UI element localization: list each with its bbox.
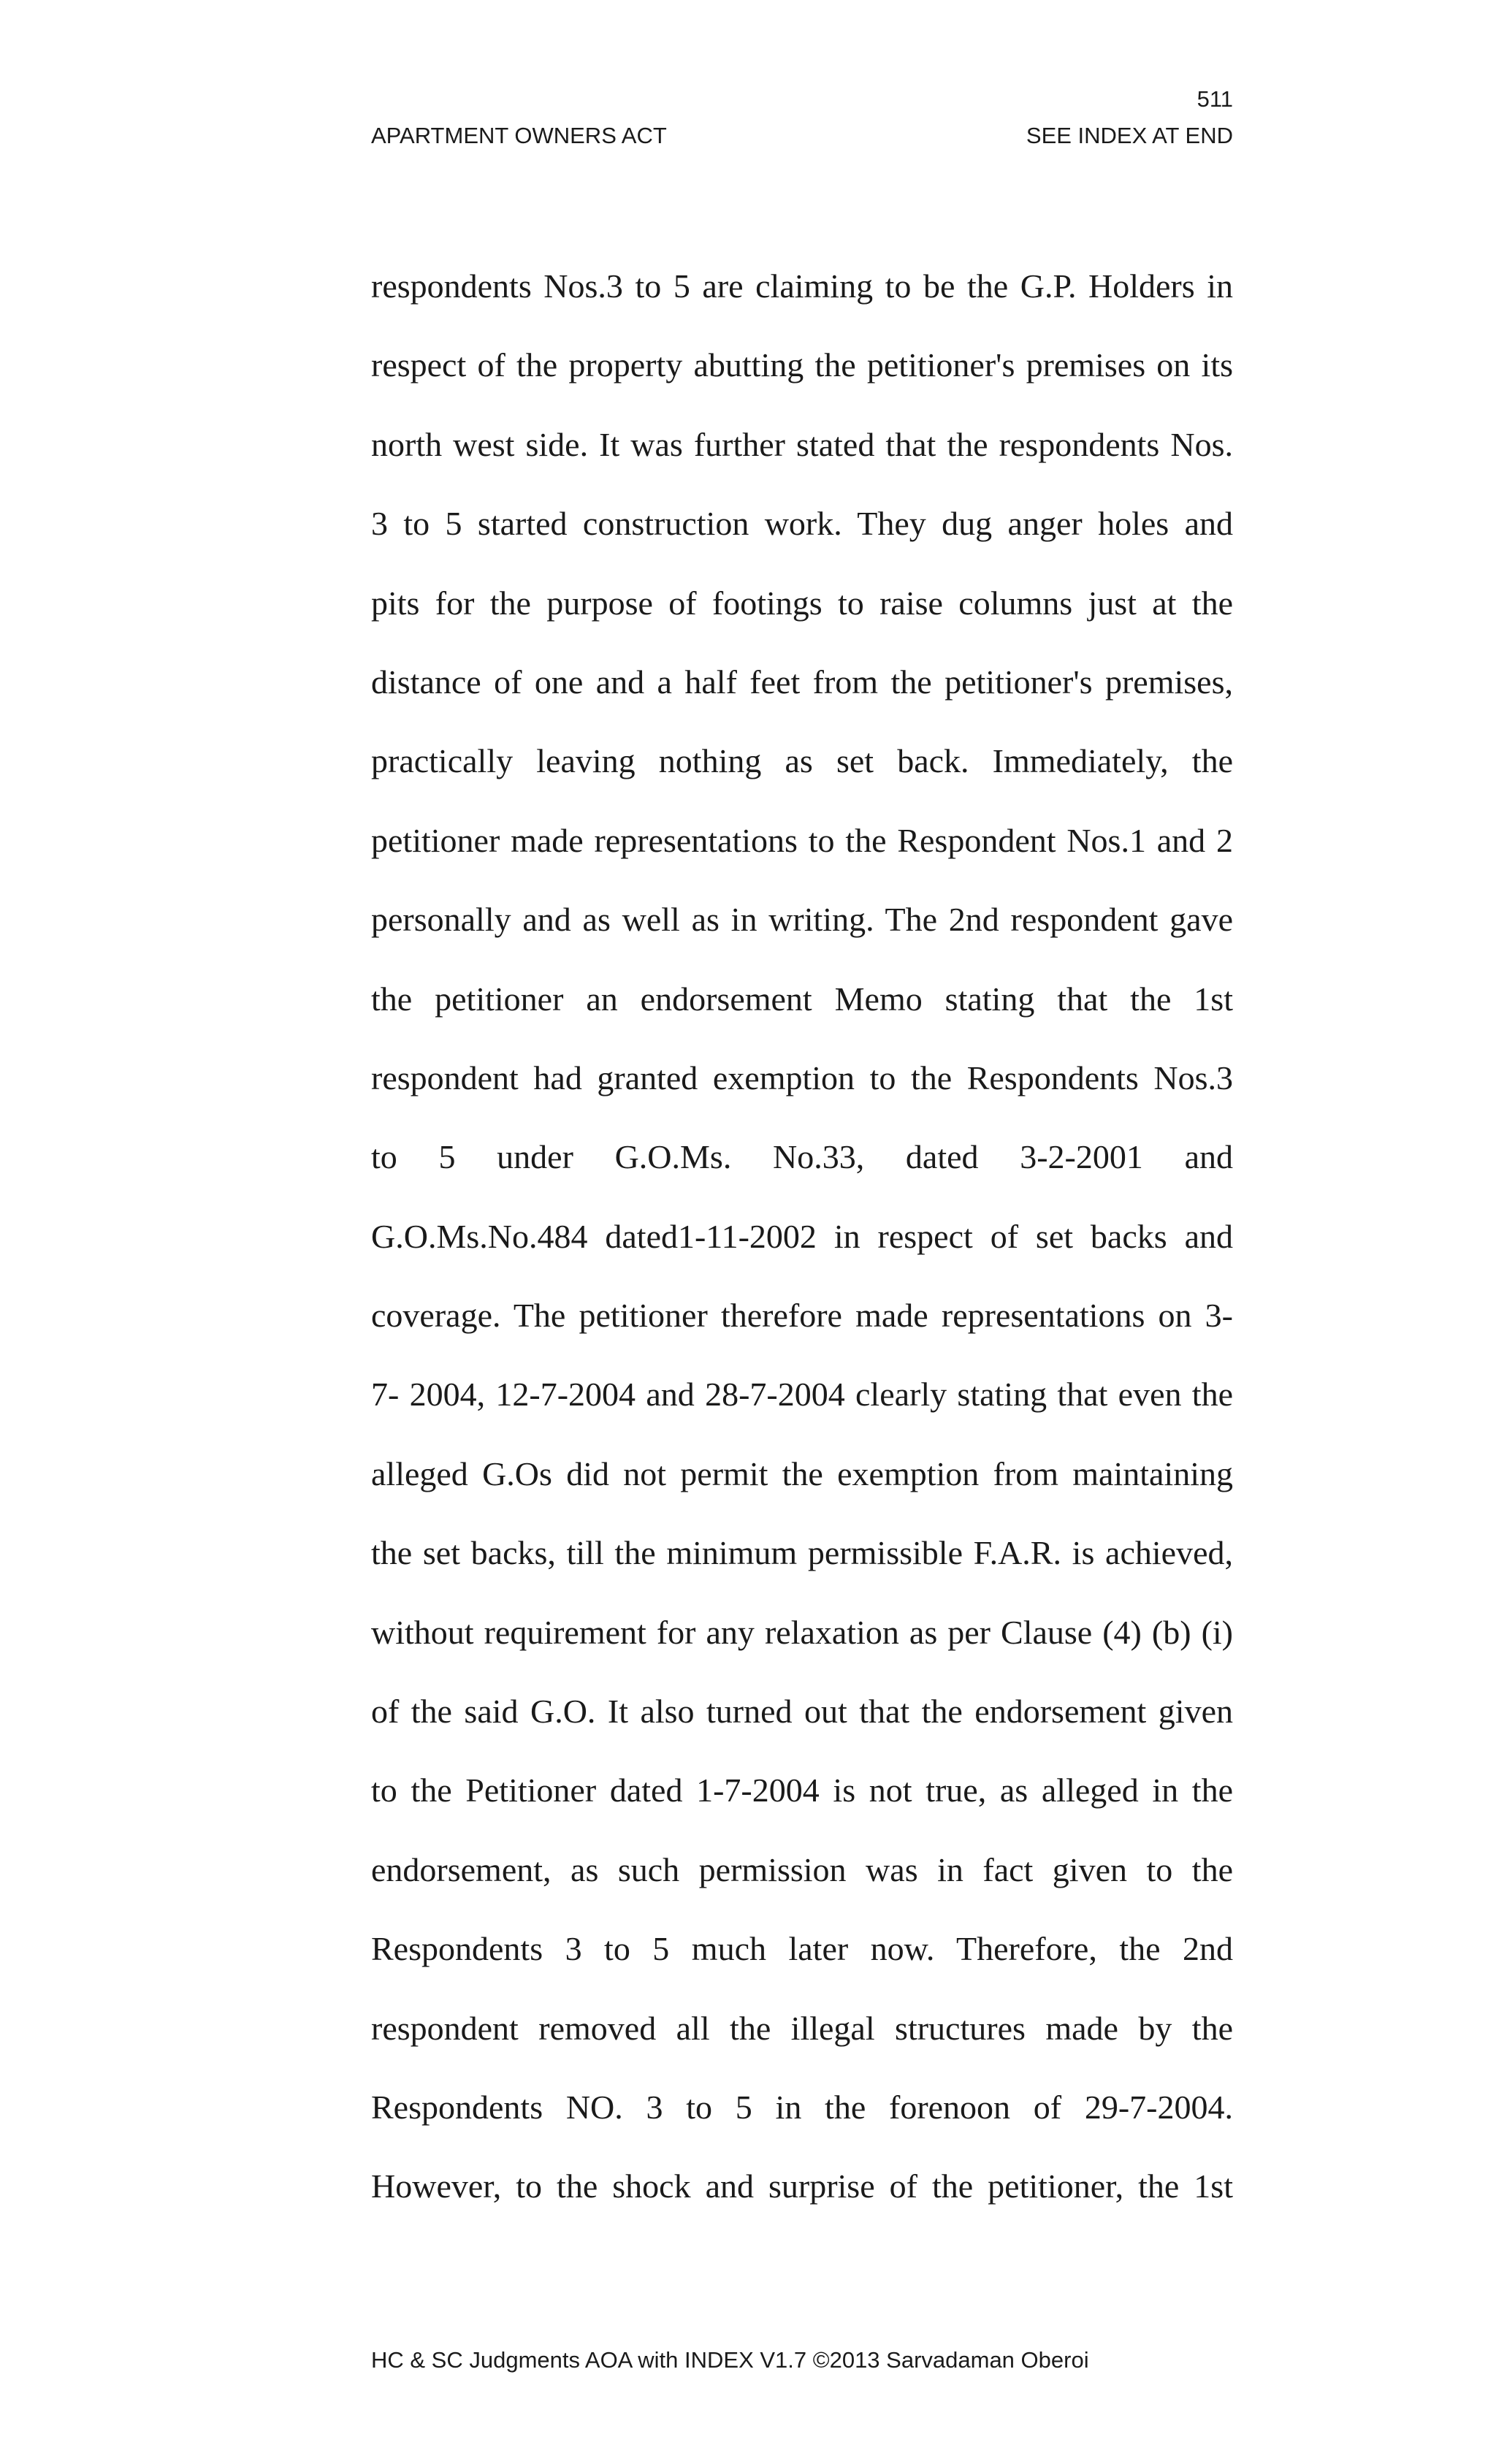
body-line: endorsement, as such permission was in fact given to the [371,1850,1233,1888]
body-text [371,247,1233,2227]
body-line: 7- 2004, 12-7-2004 and 28-7-2004 clearly stating that even the [371,1376,1233,1414]
body-line: to the Petitioner dated 1-7-2004 is not true, as alleged in the [371,1771,1233,1809]
body-line: respondent had granted exemption to the Respondents Nos.3 [371,1059,1233,1096]
footer: HC & SC Judgments AOA with INDEX V1.7 ©2013 Sarvadaman Oberoi [371,2347,1089,2373]
body-line: Respondents NO. 3 to 5 in the forenoon of 29-7-2004. [371,2088,1233,2126]
body-line: to 5 under G.O.Ms. No.33, dated 3-2-2001 and [371,1138,1233,1176]
body-line: respect of the property abutting the petitioner's premises on its [371,346,1233,384]
body-line: Respondents 3 to 5 much later now. Therefore, the 2nd [371,1930,1233,1968]
body-line: the petitioner an endorsement Memo stating that the 1st [371,980,1233,1018]
page-number: 511 [1197,86,1233,112]
body-line: alleged G.Os did not permit the exemption from maintaining [371,1454,1233,1492]
body-line: G.O.Ms.No.484 dated1-11-2002 in respect of set backs and [371,1217,1233,1255]
body-line: of the said G.O. It also turned out that the endorsement given [371,1693,1233,1731]
body-line: pits for the purpose of footings to raise columns just at the [371,584,1233,622]
body-line: without requirement for any relaxation as per Clause (4) (b) (i) [371,1613,1233,1651]
body-line: 3 to 5 started construction work. They dug anger holes and [371,505,1233,543]
body-line: practically leaving nothing as set back. Immediately, the [371,742,1233,780]
body-line: north west side. It was further stated that the respondents Nos. [371,425,1233,463]
body-line: personally and as well as in writing. The 2nd respondent gave [371,901,1233,939]
running-header-left: APARTMENT OWNERS ACT [371,123,667,148]
body-line: coverage. The petitioner therefore made representations on 3- [371,1297,1233,1335]
body-line: distance of one and a half feet from the petitioner's premises, [371,663,1233,701]
body-line: respondent removed all the illegal structures made by the [371,2009,1233,2047]
body-line: respondents Nos.3 to 5 are claiming to be the G.P. Holders in [371,267,1233,305]
body-line: the set backs, till the minimum permissible F.A.R. is achieved, [371,1534,1233,1572]
body-line: However, to the shock and surprise of the petitioner, the 1st [371,2167,1233,2205]
body-line: petitioner made representations to the Respondent Nos.1 and 2 [371,821,1233,859]
running-header-right: SEE INDEX AT END [1026,123,1233,148]
